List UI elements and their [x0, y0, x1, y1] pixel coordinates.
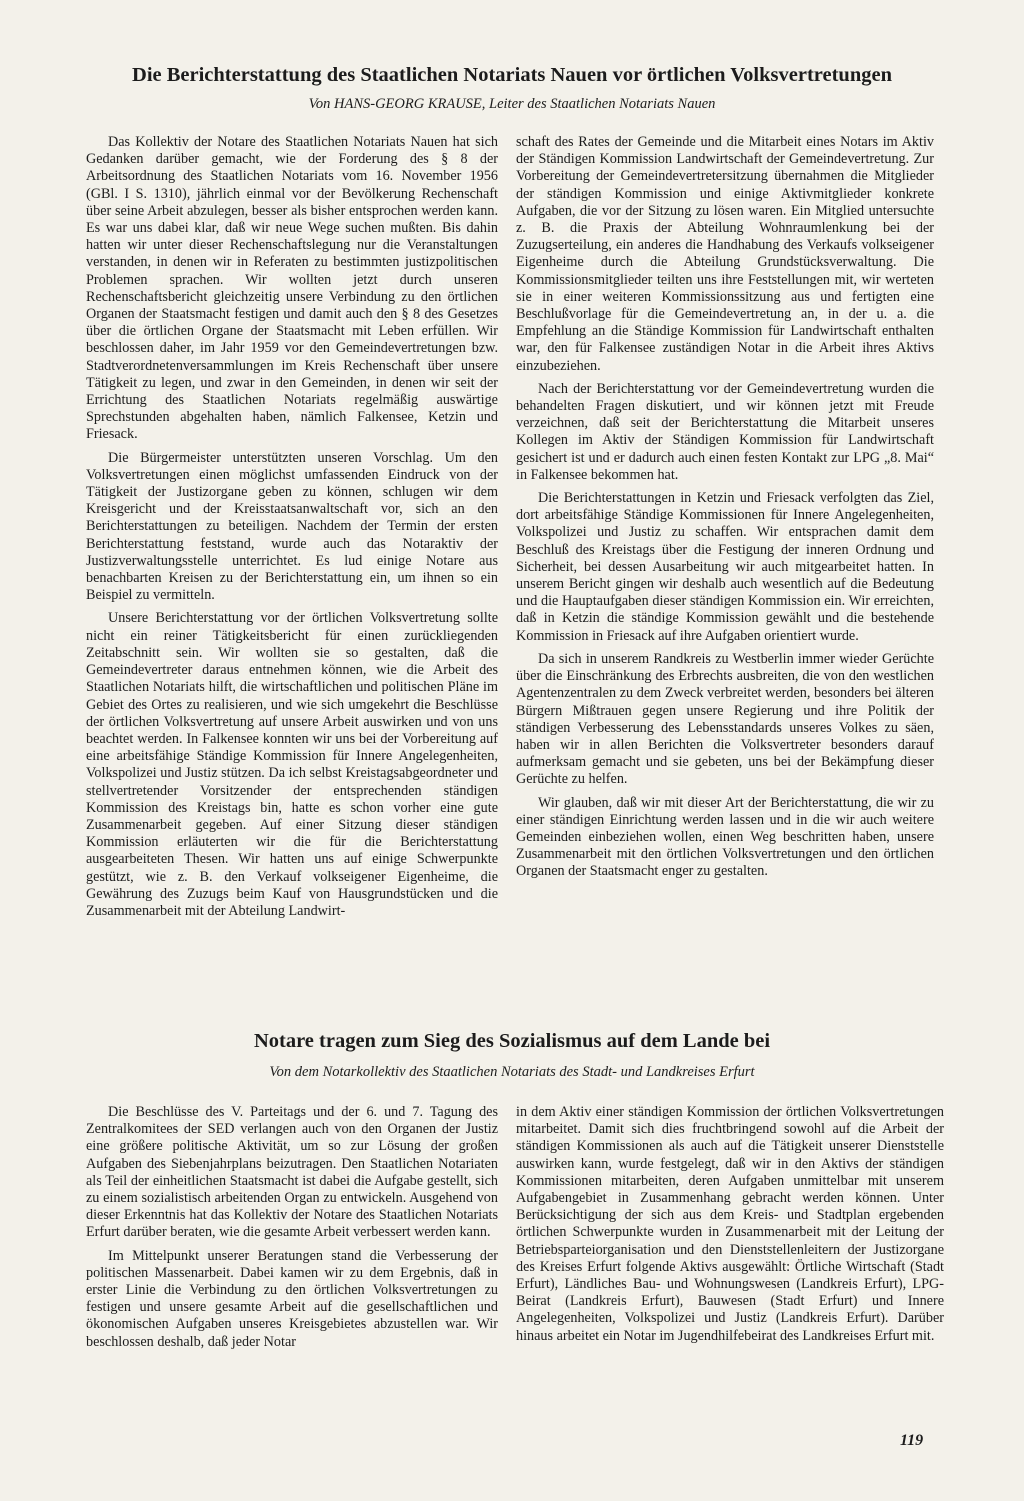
article-1-byline: Von HANS-GEORG KRAUSE, Leiter des Staatlichen Notariats Nauen: [308, 96, 716, 112]
paragraph: Im Mittelpunkt unserer Beratungen stand die Verbesserung der politischen Massenarbeit. Dabei kamen wir zu dem Ergebnis, daß in erster Linie die Verbindung zu den örtlichen Volksvertretungen zu festigen und unsere gesamte Arbeit auf die gesellschaftlichen und ökonomischen Aufgaben unseres Kreisgebietes abzustellen war. Wir beschlossen deshalb, daß jeder Notar: [86, 1247, 498, 1350]
article-2-byline: Von dem Notarkollektiv des Staatlichen Notariats des Stadt- und Landkreises Erfurt: [269, 1064, 755, 1080]
article-2-right-column: [516, 1104, 944, 1404]
paragraph: Das Kollektiv der Notare des Staatlichen Notariats Nauen hat sich Gedanken darüber gemacht, wie der Forderung des § 8 der Arbeitsordnung des Staatlichen Notariats vom 16. November 1956 (GBl. I S. 1310), jährlich einmal vor der Bevölkerung Rechenschaft über seine Arbeit abzulegen, besser als bisher entsprochen werden kann. Es war uns dabei klar, daß wir neue Wege suchen mußten. Bis dahin hatten wir unter dieser Rechenschaftslegung nur die Veranstaltungen verstanden, in denen wir in Referaten zu bestimmten justizpolitischen Problemen sprachen. Wir wollten jetzt durch unseren Rechenschaftsbericht gleichzeitig unsere Verbindung zu den örtlichen Organen der Staatsmacht festigen und damit auch den § 8 des Gesetzes über die örtlichen Organe der Staatsmacht mit Leben erfüllen. Wir beschlossen daher, im Jahr 1959 vor den Gemeindevertretungen bzw. Stadtverordnetenversammlungen im Kreis Rechenschaft über unsere Tätigkeit zu legen, und zwar in den Gemeinden, in denen wir seit der Errichtung des Staatlichen Notariats regelmäßig auswärtige Sprechstunden abgehalten haben, nämlich Falkensee, Ketzin und Friesack.: [86, 134, 498, 443]
paragraph: in dem Aktiv einer ständigen Kommission der örtlichen Volksvertretungen mitarbeitet. Damit sich dies fruchtbringend sowohl auf die Arbeit der ständigen Kommissionen als auch auf die Tätigkeit unserer Dienststelle auswirken kann, wurde festgelegt, daß wir in den Aktivs der ständigen Kommissionen mitarbeiten, deren Aufgaben unmittelbar mit unserem Aufgabengebiet in Zusammenhang gebracht werden können. Unter Berücksichtigung der sich aus dem Kreis- und Stadtplan ergebenden örtlichen Schwerpunkte wurden in Zusammenarbeit mit der Leitung der Betriebsparteiorganisation und den Dienststellenleitern der Justizorgane des Kreises Erfurt folgende Aktivs ausgewählt: Örtliche Wirtschaft (Stadt Erfurt), Ländliches Bau- und Wohnungswesen (Landkreis Erfurt), LPG-Beirat (Landkreis Erfurt), Bauwesen (Stadt Erfurt) und Innere Angelegenheiten, Volkspolizei und Justiz (Landkreis Erfurt). Darüber hinaus arbeitet ein Notar im Jugendhilfebeirat des Landkreises Erfurt mit.: [516, 1104, 944, 1344]
paragraph: Da sich in unserem Randkreis zu Westberlin immer wieder Gerüchte über die Einschränkung des Erbrechts ausbreiten, die von den westlichen Agentenzentralen zu dem Zweck verbreitet werden, besonders bei älteren Bürgern Mißtrauen gegen unsere Regierung und ihre Politik der ständigen Verbesserung des Lebensstandards unseres Volkes zu säen, haben wir in allen Berichten die Volksvertreter besonders darauf aufmerksam gemacht und sie gebeten, uns bei der Bekämpfung dieser Gerüchte zu helfen.: [516, 650, 934, 788]
article-2-left-column: [86, 1104, 498, 1404]
paragraph: Unsere Berichterstattung vor der örtlichen Volksvertretung sollte nicht ein reiner Tätigkeitsbericht für einen zurückliegenden Zeitabschnitt sein. Wir wollten sie so gestalten, daß die Gemeindevertreter daraus entnehmen können, wie die Arbeit des Staatlichen Notariats hilft, die wirtschaftlichen und politischen Pläne im Gebiet des Ortes zu realisieren, und wie sich umgekehrt die Beschlüsse der örtlichen Volksvertretung auf unsere Arbeit auswirken und von uns beachtet werden. In Falkensee konnten wir uns bei der Vorbereitung auf eine arbeitsfähige Ständige Kommission für Innere Angelegenheiten, Volkspolizei und Justiz stützen. Da ich selbst Kreistagsabgeordneter und stellvertretender Vorsitzender der entsprechenden ständigen Kommission des Kreistags bin, hatte es schon vorher eine gute Zusammenarbeit gegeben. Auf einer Sitzung dieser ständigen Kommission erläuterten wir die für die Berichterstattung ausgearbeiteten Thesen. Wir hatten uns auf einige Schwerpunkte gestützt, wie z. B. den Verkauf volkseigener Eigenheime, die Gewährung des Zuzugs beim Kauf von Hausgrundstücken und die Zusammenarbeit mit der Abteilung Landwirt-: [86, 610, 498, 919]
article-1-right-column: [516, 134, 934, 1004]
paragraph: Die Bürgermeister unterstützten unseren Vorschlag. Um den Volksvertretungen einen möglichst umfassenden Eindruck von der Tätigkeit der Justizorgane geben zu können, schlugen wir dem Kreisgericht und der Kreisstaatsanwaltschaft vor, sich an den Berichterstattungen zu beteiligen. Nachdem der Termin der ersten Berichterstattung feststand, wurde auch das Notaraktiv der Justizverwaltungsstelle unterrichtet. Es lud einige Notare aus benachbarten Kreisen zu der Berichterstattung ein, um ihnen so ein Beispiel zu vermitteln.: [86, 449, 498, 604]
paragraph: Die Berichterstattungen in Ketzin und Friesack verfolgten das Ziel, dort arbeitsfähige Ständige Kommissionen für Innere Angelegenheiten, Volkspolizei und Justiz zu schaffen. Wir entsprachen damit dem Beschluß des Kreistags über die Festigung der inneren Ordnung und Sicherheit, bei dessen Ausarbeitung wir auch mitgearbeitet hatten. In unserem Bericht gingen wir deshalb auch wesentlich auf die Bedeutung und die Hauptaufgaben dieser ständigen Kommission ein. Wir erreichten, daß in Ketzin die ständige Kommission gewählt und die bestehende Kommission in Friesack auf ihre Aufgaben orientiert wurde.: [516, 490, 934, 644]
paragraph: Wir glauben, daß wir mit dieser Art der Berichterstattung, die wir zu einer ständigen Einrichtung werden lassen und in die wir auch weitere Gemeinden einbeziehen wollen, einen Weg beschritten haben, unsere Zusammenarbeit mit den örtlichen Volksvertretungen und den örtlichen Organen der Staatsmacht enger zu gestalten.: [516, 794, 934, 880]
article-1-left-column: [86, 134, 498, 1004]
article-2-title: Notare tragen zum Sieg des Sozialismus auf dem Lande bei: [253, 1030, 771, 1052]
paragraph: schaft des Rates der Gemeinde und die Mitarbeit eines Notars im Aktiv der Ständigen Kommission Landwirtschaft der Gemeindevertretung. Zur Vorbereitung der Gemeindevertretersitzung übernahmen die Mitglieder der ständigen Kommission und einige Aktivmitglieder konkrete Aufgaben, die vor der Sitzung zu lösen waren. Ein Mitglied untersuchte z. B. die Praxis der Abteilung Wohnraumlenkung bei der Zuzugserteilung, ein anderes die Handhabung des Verkaufs volkseigener Eigenheime durch die Abteilung Grundstücksverwaltung. Die Kommissionsmitglieder teilten uns ihre Feststellungen mit, wir werteten sie in einer weiteren Kommissionssitzung aus und fertigten eine Beschlußvorlage für die Gemeindevertretung an, in der u. a. die Empfehlung an die Ständige Kommission für Landwirtschaft enthalten war, den für Falkensee zuständigen Notar in die Arbeit ihres Aktivs einzubeziehen.: [516, 134, 934, 374]
paragraph: Nach der Berichterstattung vor der Gemeindevertretung wurden die behandelten Fragen diskutiert, und wir können jetzt mit Freude verzeichnen, daß seit der Berichterstattung die Mitarbeit unseres Kollegen im Aktiv der Ständigen Kommission für Landwirtschaft gesichert ist und er dadurch auch einen festen Kontakt zur LPG „8. Mai“ in Falkensee bekommen hat.: [516, 380, 934, 483]
article-1-title: Die Berichterstattung des Staatlichen Notariats Nauen vor örtlichen Volksvertretungen: [132, 64, 892, 86]
paragraph: Die Beschlüsse des V. Parteitags und der 6. und 7. Tagung des Zentralkomitees der SED verlangen auch von den Organen der Justiz eine größere politische Aktivität, um so zur Lösung der großen Aufgaben des Siebenjahrplans beizutragen. Den Staatlichen Notariaten als Teil der einheitlichen Staatsmacht ist dabei die Aufgabe gestellt, sich zu einem sozialistisch arbeitenden Organ zu entwickeln. Ausgehend von dieser Erkenntnis hat das Kollektiv der Notare des Staatlichen Notariats Erfurt darüber beraten, wie die gesamte Arbeit verbessert werden kann.: [86, 1104, 498, 1241]
page-number: 119: [900, 1432, 924, 1449]
